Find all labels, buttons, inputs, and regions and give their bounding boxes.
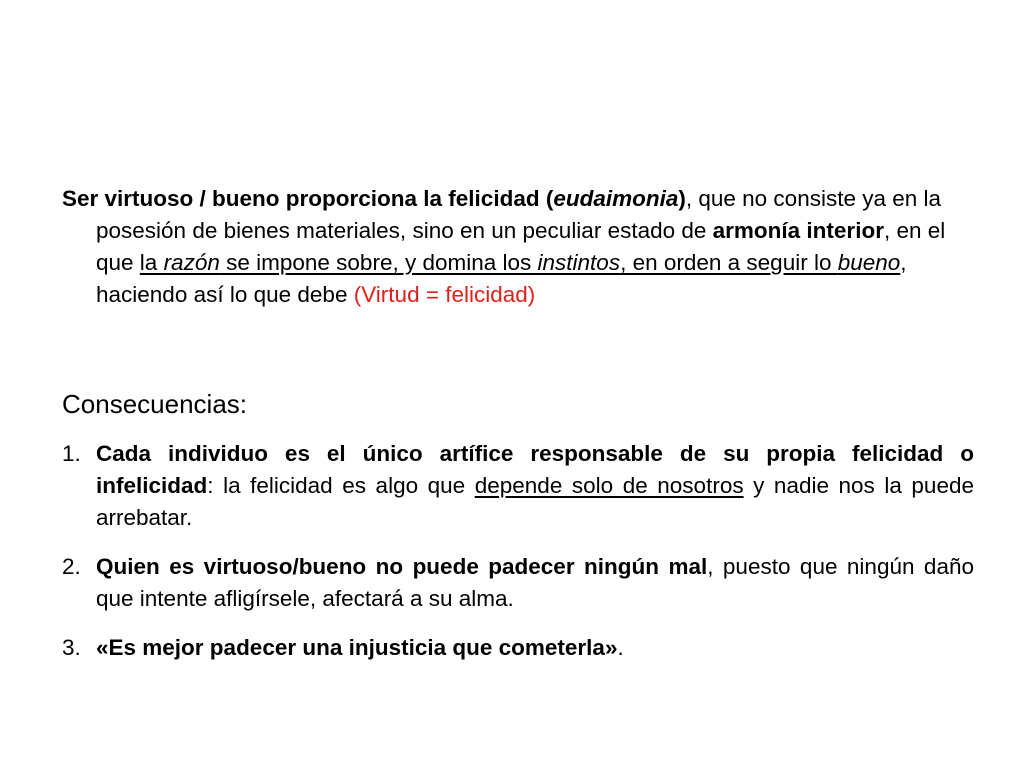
- intro-text-1: , que no consiste ya en la posesión de bienes materiales, sino en un peculiar estado de: [96, 186, 942, 243]
- list-item-text: .: [617, 635, 624, 660]
- intro-term-eudaimonia: eudaimonia: [553, 186, 679, 211]
- list-item: [62, 438, 974, 534]
- intro-close-paren: ): [678, 186, 686, 211]
- consequences-heading: Consecuencias:: [62, 389, 247, 419]
- list-item-bold: «Es mejor padecer una injusticia que cometerla»: [96, 635, 618, 660]
- intro-underlined-clause: la razón se impone sobre, y domina los instintos, en orden a seguir lo bueno: [139, 250, 901, 275]
- intro-term-instintos: instintos: [537, 250, 621, 275]
- list-item-bold: Cada individuo es el único artífice responsable de su propia felicidad o infelicidad: [96, 441, 974, 498]
- list-item: [62, 551, 974, 615]
- list-item-underlined: depende solo de nosotros: [474, 473, 744, 498]
- list-item-number: 1.: [62, 441, 81, 466]
- list-item-bold: Quien es virtuoso/bueno no puede padecer ningún mal: [96, 554, 708, 579]
- list-item: [62, 632, 974, 664]
- list-item-number: 2.: [62, 554, 81, 579]
- intro-virtud-felicidad: (Virtud = felicidad): [353, 282, 536, 307]
- consequences-list: [62, 438, 974, 681]
- list-item-number: 3.: [62, 635, 81, 660]
- intro-text-3: , haciendo así lo que debe: [96, 250, 907, 307]
- intro-text-2: , en el que: [96, 218, 946, 275]
- intro-bold-lead: Ser virtuoso / bueno proporciona la felicidad (: [62, 186, 554, 211]
- intro-term-razon: razón: [163, 250, 220, 275]
- list-item-text: , puesto que ningún daño que intente afligírsele, afectará a su alma.: [96, 554, 974, 611]
- intro-term-armonia: armonía interior: [712, 218, 884, 243]
- list-item-text-end: y nadie nos la puede arrebatar.: [96, 473, 974, 530]
- list-item-text: : la felicidad es algo que: [207, 473, 475, 498]
- intro-term-bueno: bueno: [837, 250, 901, 275]
- intro-paragraph: [62, 183, 972, 311]
